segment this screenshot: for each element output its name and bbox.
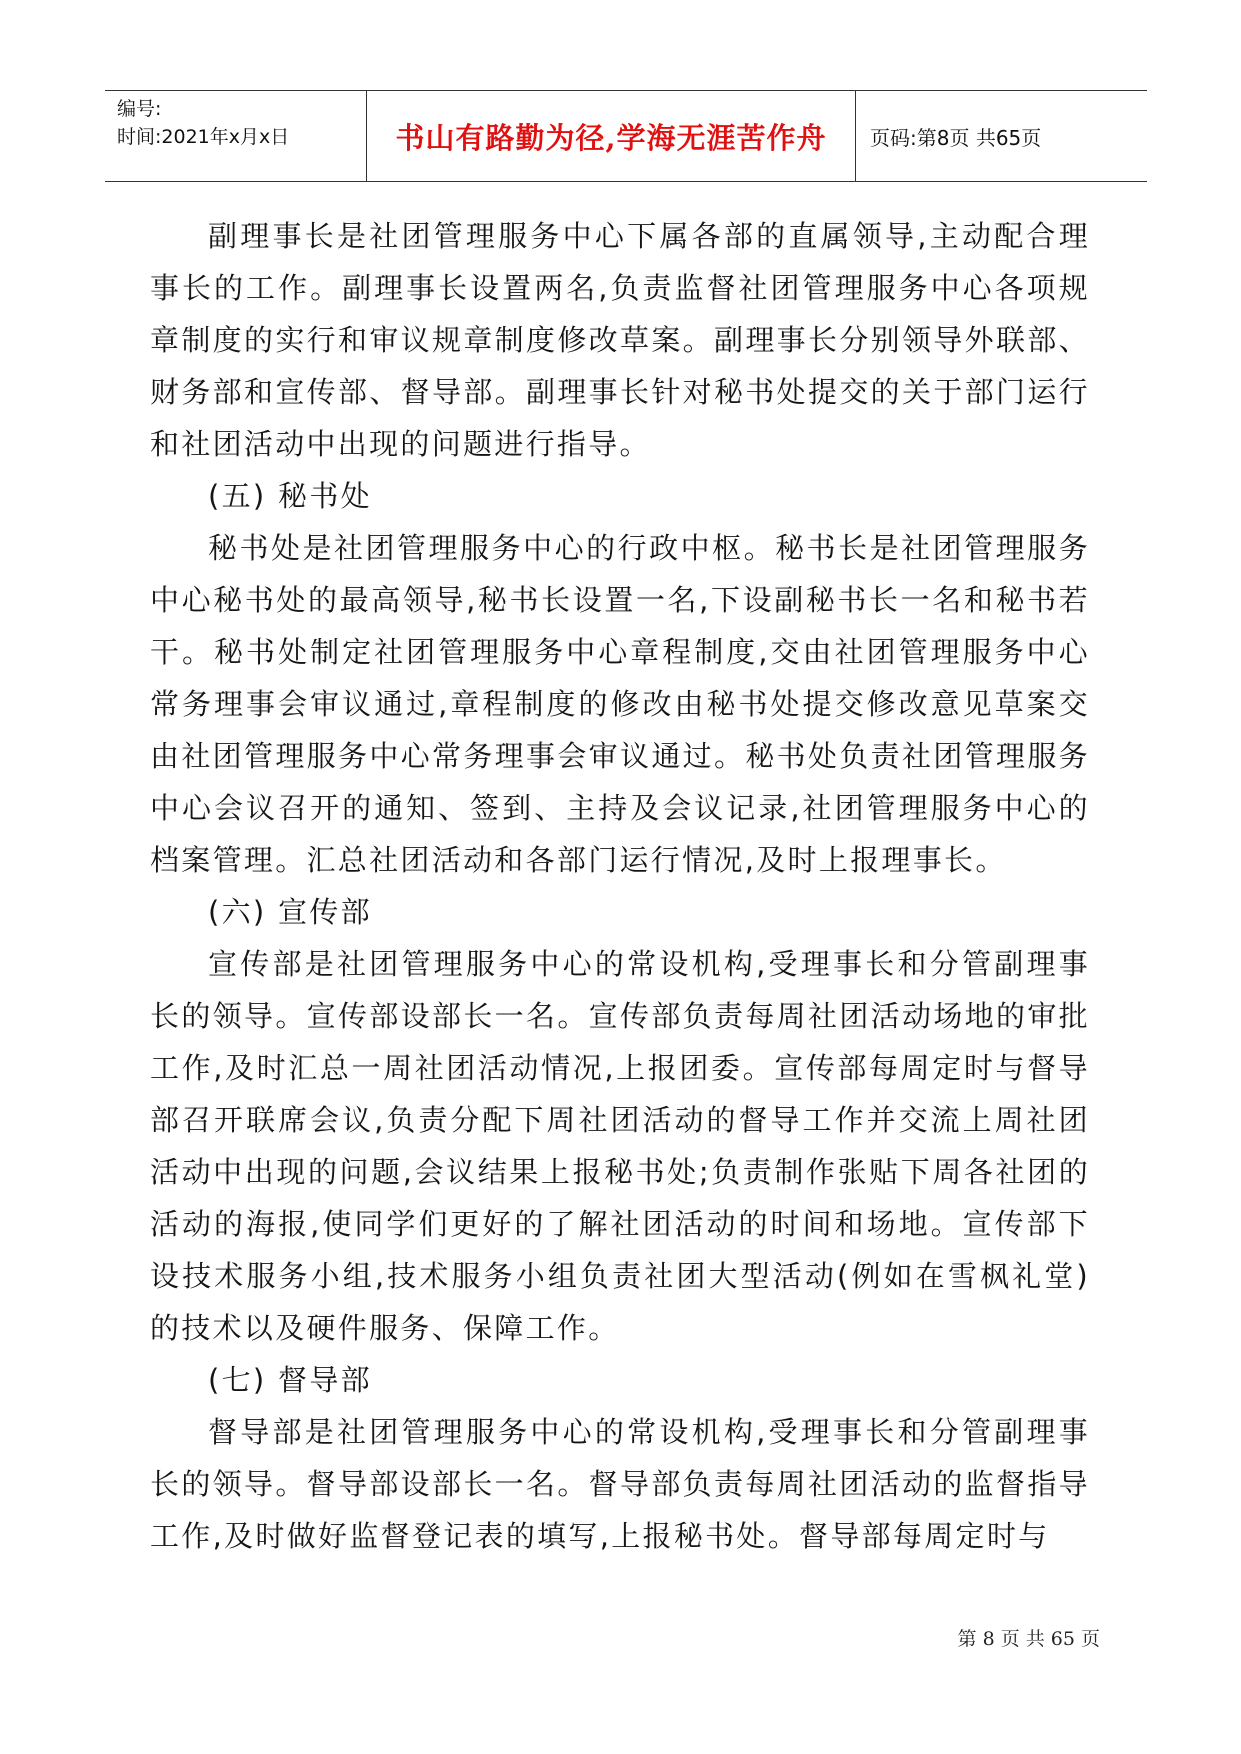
- section-heading: (五) 秘书处: [208, 479, 372, 513]
- header-page-label: 页码:第8页 共65页: [870, 125, 1042, 150]
- document-header: [105, 90, 1147, 182]
- document-body: [150, 210, 1090, 1562]
- section-heading: (七) 督导部: [208, 1363, 372, 1397]
- header-motto-cell: [367, 91, 856, 181]
- section-heading: (六) 宣传部: [208, 895, 372, 929]
- page-footer: 第 8 页 共 65 页: [957, 1628, 1100, 1650]
- document-time-label: 时间:2021年x月x日: [117, 126, 290, 148]
- header-motto: 书山有路勤为径,学海无涯苦作舟: [395, 120, 827, 155]
- paragraph: 督导部是社团管理服务中心的常设机构,受理事长和分管副理事长的领导。督导部设部长一名。督导部负责每周社团活动的监督指导工作,及时做好监督登记表的填写,上报秘书处。督导部每周定时与: [150, 1415, 1090, 1553]
- paragraph: 宣传部是社团管理服务中心的常设机构,受理事长和分管副理事长的领导。宣传部设部长一名。宣传部负责每周社团活动场地的审批工作,及时汇总一周社团活动情况,上报团委。宣传部每周定时与督导部召开联席会议,负责分配下周社团活动的督导工作并交流上周社团活动中出现的问题,会议结果上报秘书处;负责制作张贴下周各社团的活动的海报,使同学们更好的了解社团活动的时间和场地。宣传部下设技术服务小组,技术服务小组负责社团大型活动(例如在雪枫礼堂)的技术以及硬件服务、保障工作。: [150, 947, 1090, 1345]
- paragraph: 秘书处是社团管理服务中心的行政中枢。秘书长是社团管理服务中心秘书处的最高领导,秘书长设置一名,下设副秘书长一名和秘书若干。秘书处制定社团管理服务中心章程制度,交由社团管理服务中心常务理事会审议通过,章程制度的修改由秘书处提交修改意见草案交由社团管理服务中心常务理事会审议通过。秘书处负责社团管理服务中心会议召开的通知、签到、主持及会议记录,社团管理服务中心的档案管理。汇总社团活动和各部门运行情况,及时上报理事长。: [150, 531, 1090, 877]
- header-page-cell: [856, 91, 1147, 181]
- header-meta: [105, 91, 367, 181]
- paragraph: 副理事长是社团管理服务中心下属各部的直属领导,主动配合理事长的工作。副理事长设置两名,负责监督社团管理服务中心各项规章制度的实行和审议规章制度修改草案。副理事长分别领导外联部、财务部和宣传部、督导部。副理事长针对秘书处提交的关于部门运行和社团活动中出现的问题进行指导。: [150, 219, 1090, 461]
- document-number-label: 编号:: [117, 98, 162, 120]
